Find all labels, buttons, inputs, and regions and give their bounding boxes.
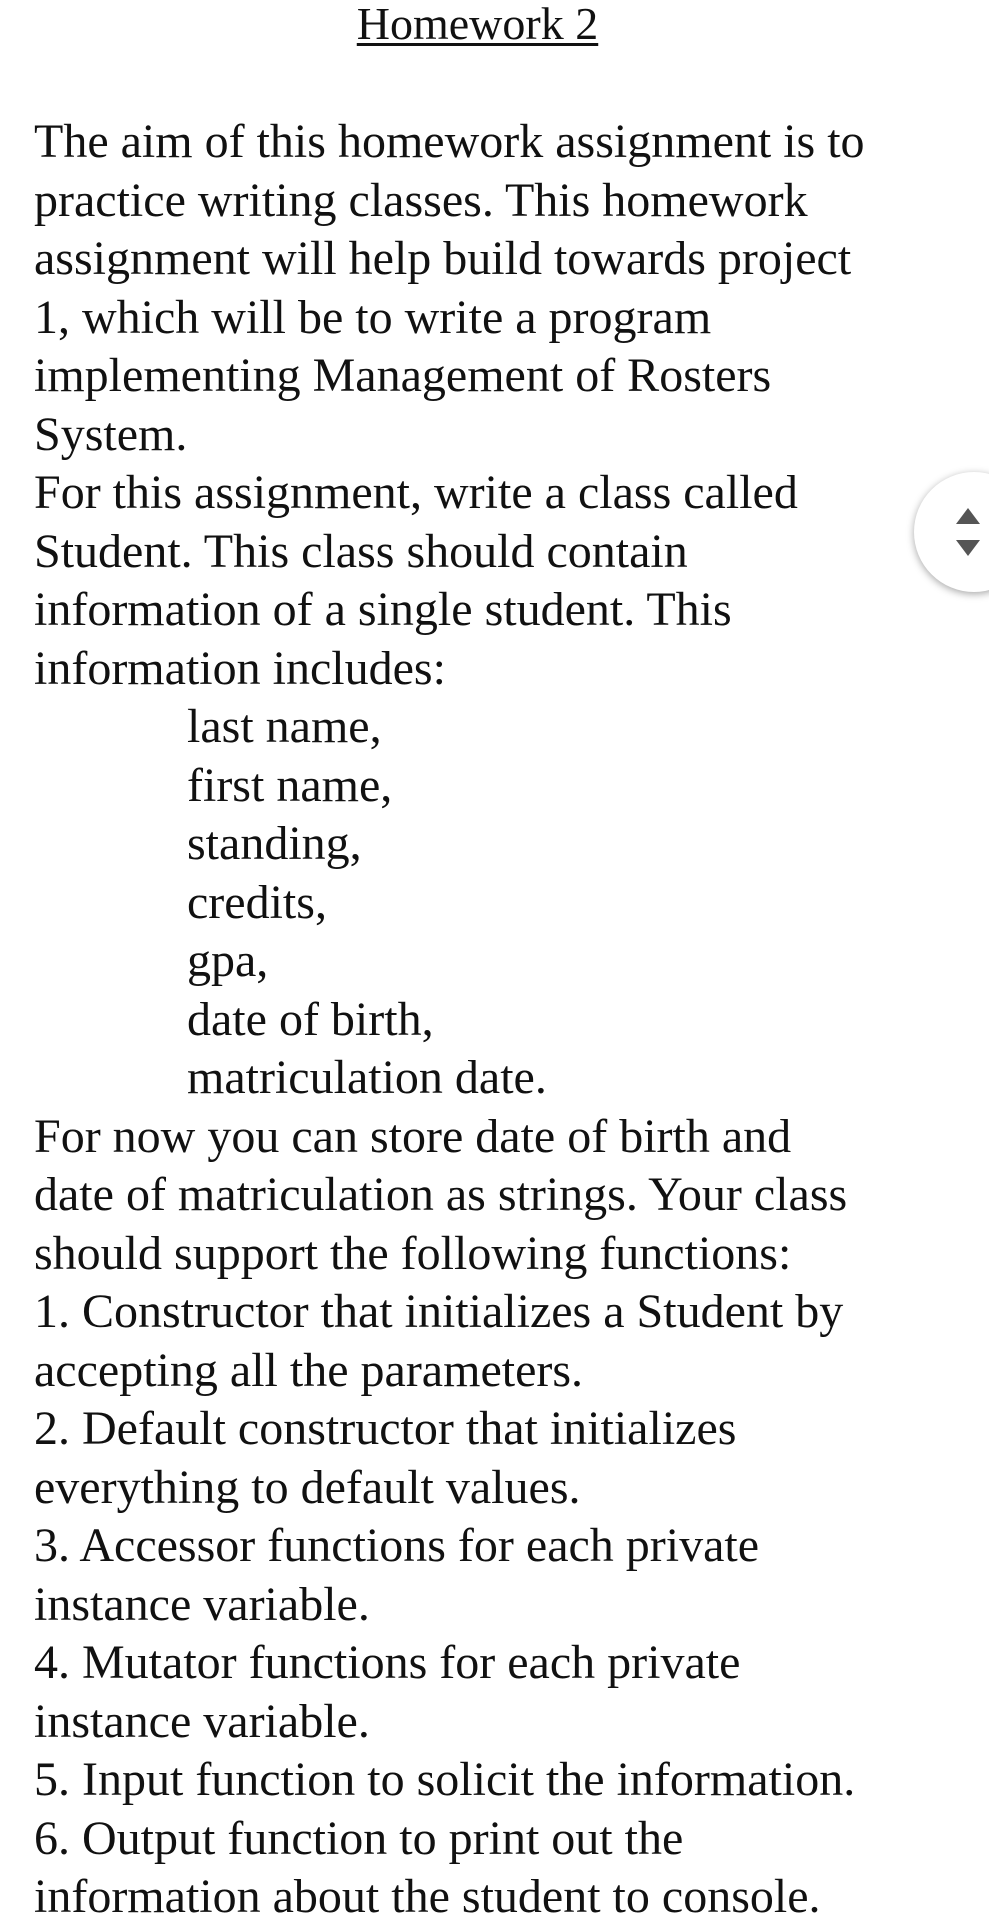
function-item: 6. Output function to print out the information about the student to console. xyxy=(34,1811,821,1923)
list-item: first name, xyxy=(187,758,393,812)
intro-paragraph: The aim of this homework assignment is to practice writing classes. This homework assignment will help build towards project 1, which will be to write a program implementing Management of Rosters System. xyxy=(34,115,865,461)
up-down-arrows-icon xyxy=(954,504,982,560)
field-list xyxy=(34,698,934,1108)
function-item: 5. Input function to solicit the information. xyxy=(34,1753,856,1806)
page-title: Homework 2 xyxy=(356,0,599,49)
list-item: date of birth, xyxy=(187,992,434,1046)
list-item: gpa, xyxy=(187,934,269,987)
document-body xyxy=(34,113,934,1927)
function-item: 2. Default constructor that initializes everything to default values. xyxy=(34,1402,737,1514)
list-item: last name, xyxy=(187,700,382,753)
storage-note-paragraph: For now you can store date of birth and date of matriculation as strings. Your class should support the following functions: xyxy=(34,1109,848,1280)
function-item: 4. Mutator functions for each private instance variable. xyxy=(34,1636,741,1748)
list-item: standing, xyxy=(187,817,362,870)
list-item: matriculation date. xyxy=(187,1051,547,1104)
function-item: 1. Constructor that initializes a Student by accepting all the parameters. xyxy=(34,1285,844,1397)
list-item: credits, xyxy=(187,875,327,929)
assignment-paragraph: For this assignment, write a class called Student. This class should contain information of a single student. This information includes: xyxy=(34,466,798,695)
function-item: 3. Accessor functions for each private instance variable. xyxy=(34,1519,760,1631)
